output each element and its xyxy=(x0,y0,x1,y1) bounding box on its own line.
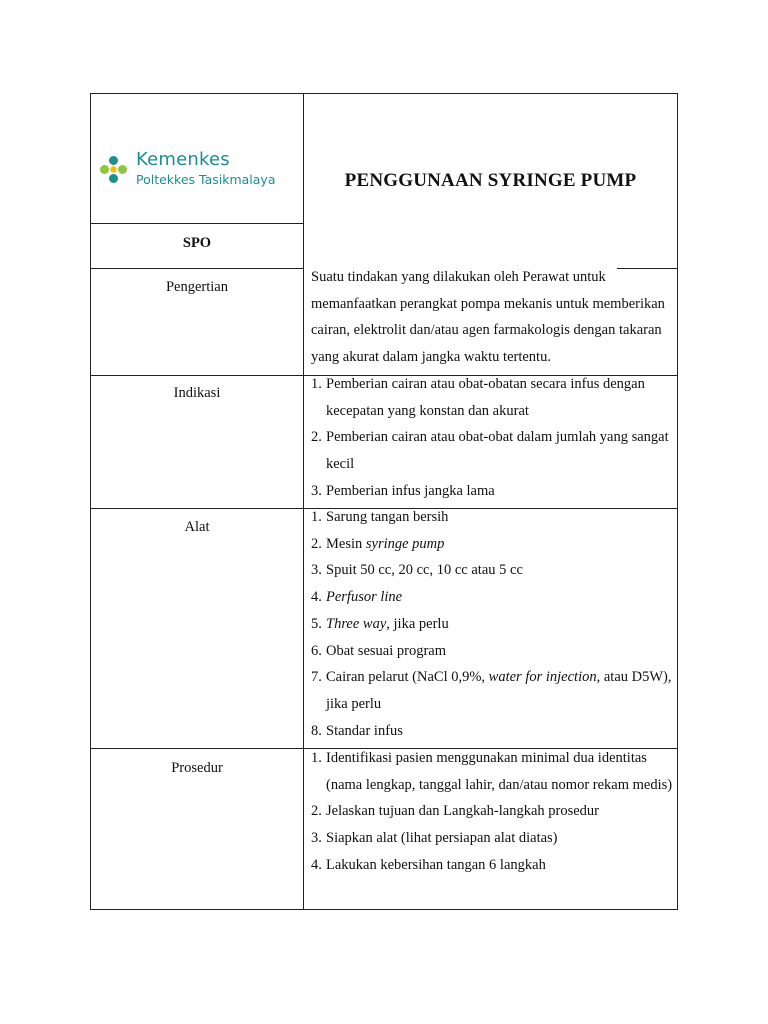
list-item: 4. Perfusor line xyxy=(311,589,403,606)
spo-label: SPO xyxy=(182,235,212,251)
header-row-divider xyxy=(90,268,304,269)
prosedur-list xyxy=(311,745,675,879)
table-border-bottom xyxy=(90,909,678,910)
table-border-left xyxy=(90,93,91,910)
list-item: 4. Lakukan kebersihan tangan 6 langkah xyxy=(311,856,546,873)
table-border-top xyxy=(90,93,678,94)
list-item: 7. Cairan pelarut (NaCl 0,9%, water for injection, atau D5W), jika perlu xyxy=(311,669,672,712)
list-item: 2. Jelaskan tujuan dan Langkah-langkah prosedur xyxy=(311,803,599,820)
row-label-prosedur: Prosedur xyxy=(171,760,223,776)
table-border-right xyxy=(677,93,678,910)
row-label-pengertian: Pengertian xyxy=(165,279,228,295)
logo-name: Kemenkes xyxy=(136,149,230,170)
list-item: 1. Identifikasi pasien menggunakan minimal dua identitas (nama lengkap, tanggal lahir, dan/atau nomor rekam medis) xyxy=(311,750,673,793)
list-item: 3. Siapkan alat (lihat persiapan alat diatas) xyxy=(311,830,558,847)
row-label-alat: Alat xyxy=(184,519,210,535)
pengertian-text: Suatu tindakan yang dilakukan oleh Perawat untuk memanfaatkan perangkat pompa mekanis untuk memberikan cairan, elektrolit dan/atau agen farmakologis dengan takaran yang akurat dalam jangka waktu tertentu. xyxy=(311,269,665,366)
alat-list xyxy=(311,504,675,744)
list-item: 8. Standar infus xyxy=(311,722,403,739)
row-label-indikasi: Indikasi xyxy=(173,385,221,401)
kemenkes-logo-icon xyxy=(98,154,130,186)
indikasi-list xyxy=(311,371,675,505)
list-item: 2. Pemberian cairan atau obat-obat dalam jumlah yang sangat kecil xyxy=(311,429,669,473)
list-item: 6. Obat sesuai program xyxy=(311,642,446,659)
list-item: 5. Three way, jika perlu xyxy=(311,615,449,632)
kemenkes-logo xyxy=(98,148,308,190)
logo-subtitle: Poltekkes Tasikmalaya xyxy=(136,172,276,187)
list-item: 1. Sarung tangan bersih xyxy=(311,509,449,525)
list-item: 3. Pemberian infus jangka lama xyxy=(311,482,495,499)
list-item: 3. Spuit 50 cc, 20 cc, 10 cc atau 5 cc xyxy=(311,562,523,579)
list-item: 2. Mesin syringe pump xyxy=(311,535,445,552)
list-item: 1. Pemberian cairan atau obat-obatan secara infus dengan kecepatan yang konstan dan akurat xyxy=(311,376,645,419)
document-title: PENGGUNAAN SYRINGE PUMP xyxy=(344,170,637,191)
logo-spo-divider xyxy=(90,223,304,224)
table-column-divider xyxy=(303,93,304,910)
